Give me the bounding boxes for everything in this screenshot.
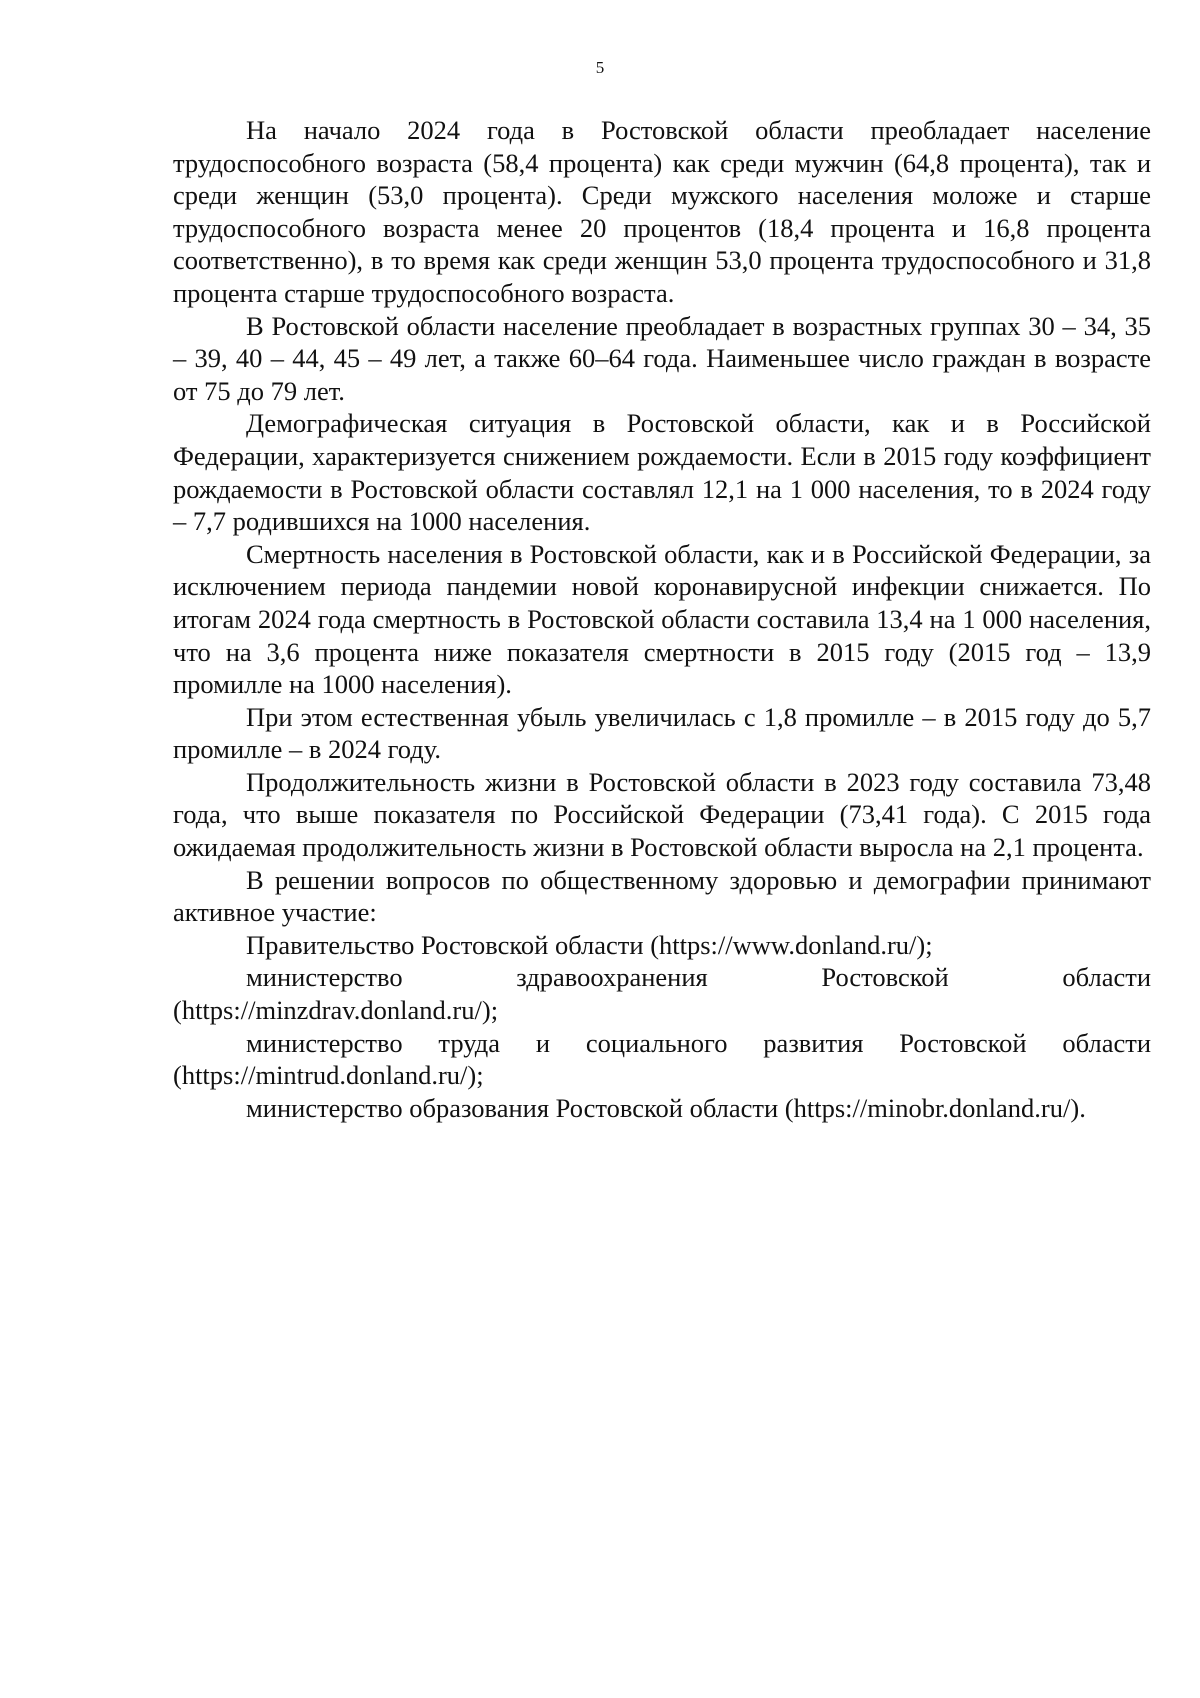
paragraph-age-groups: В Ростовской области население преобладает в возрастных группах 30 – 34, 35 – 39, 40 – 44, 45 – 49 лет, а также 60–64 года. Наименьшее число граждан в возрасте от 75 до 79 лет.: [173, 310, 1151, 406]
participant-health-ministry: министерство здравоохранения Ростовской области (https://minzdrav.donland.ru/);: [173, 962, 1151, 1026]
participant-labor-ministry: министерство труда и социального развития Ростовской области (https://mintrud.donland.ru/);: [173, 1027, 1151, 1091]
page-number: 5: [595, 58, 605, 77]
paragraph-birth-rate: Демографическая ситуация в Ростовской области, как и в Российской Федерации, характеризуется снижением рождаемости. Если в 2015 году коэффициент рождаемости в Ростовской области составлял 12,1 на 1 000 населения, то в 2024 году – 7,7 родившихся на 1000 населения.: [173, 408, 1151, 537]
paragraph-mortality: Смертность населения в Ростовской области, как и в Российской Федерации, за исключением периода пандемии новой коронавирусной инфекции снижается. По итогам 2024 года смертность в Ростовской области составила 13,4 на 1 000 населения, что на 3,6 процента ниже показателя смертности в 2015 году (2015 год – 13,9 промилле на 1000 населения).: [173, 538, 1151, 700]
participant-education-ministry: министерство образования Ростовской области (https://minobr.donland.ru/).: [246, 1092, 1086, 1123]
paragraph-natural-decline: При этом естественная убыль увеличилась с 1,8 промилле – в 2015 году до 5,7 промилле – в 2024 году.: [173, 701, 1151, 765]
participant-government: Правительство Ростовской области (https://www.donland.ru/);: [246, 929, 933, 960]
document-body: [173, 114, 1151, 1124]
paragraph-participants-intro: В решении вопросов по общественному здоровью и демографии принимают активное участие:: [173, 864, 1151, 928]
paragraph-population-structure: На начало 2024 года в Ростовской области преобладает население трудоспособного возраста (58,4 процента) как среди мужчин (64,8 процента), так и среди женщин (53,0 процента). Среди мужского населения моложе и старше трудоспособного возраста менее 20 процентов (18,4 процента и 16,8 процента соответственно), в то время как среди женщин 53,0 процента трудоспособного и 31,8 процента старше трудоспособного возраста.: [173, 115, 1151, 308]
paragraph-life-expectancy: Продолжительность жизни в Ростовской области в 2023 году составила 73,48 года, что выше показателя по Российской Федерации (73,41 года). С 2015 года ожидаемая продолжительность жизни в Ростовской области выросла на 2,1 процента.: [173, 766, 1151, 863]
